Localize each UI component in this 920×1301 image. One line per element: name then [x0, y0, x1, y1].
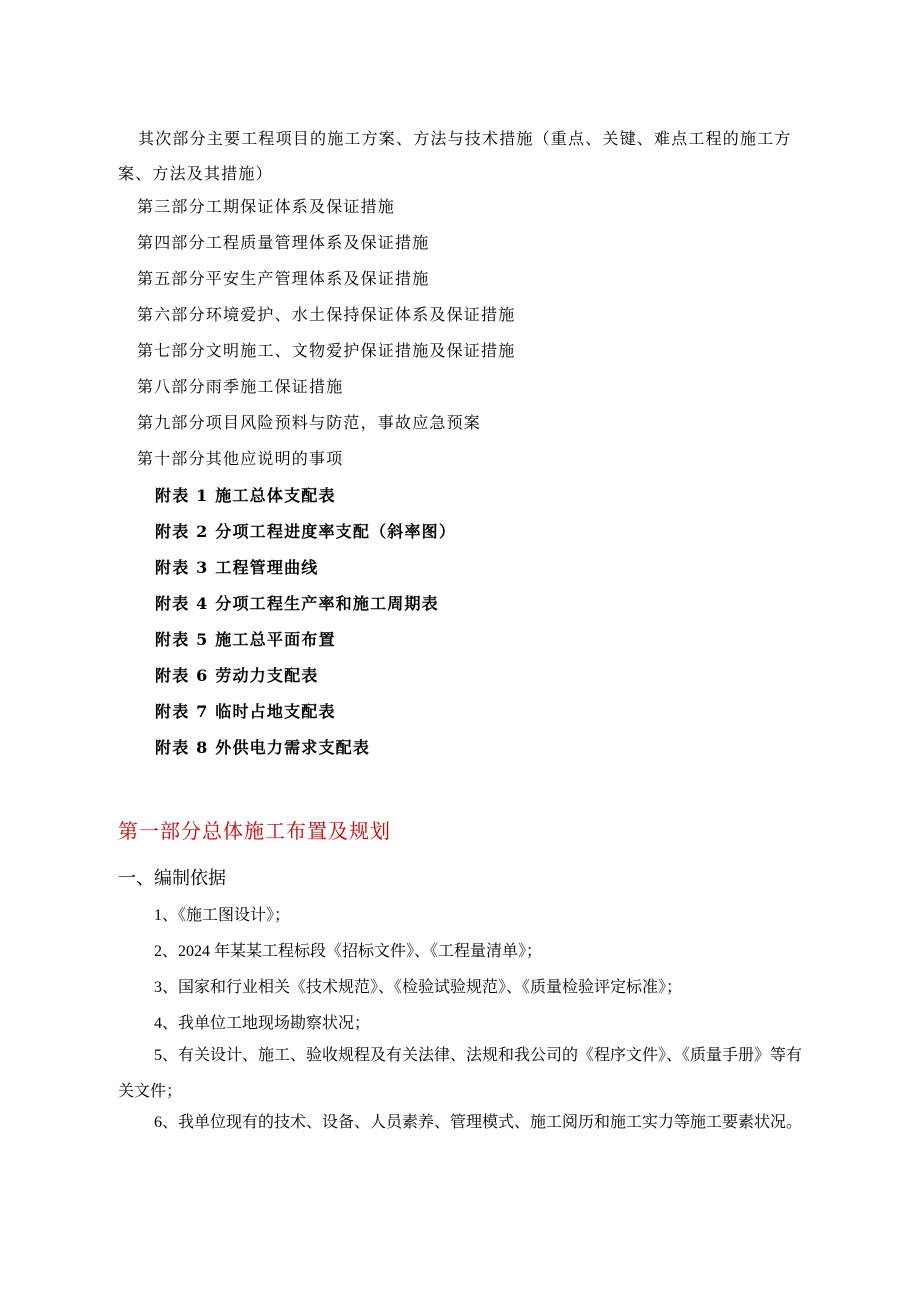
basis-item: 1、《施工图设计》；: [154, 907, 291, 924]
toc-item-part9: 第九部分项目风险预料与防范，事故应急预案: [137, 413, 482, 432]
basis-item: 2、2024 年某某工程标段《招标文件》、《工程量清单》；: [154, 943, 543, 960]
toc-item-part7: 第七部分文明施工、文物爱护保证措施及保证措施: [137, 341, 516, 360]
appendix-item: 附表 1 施工总体支配表: [155, 486, 336, 505]
appendix-item: 附表 5 施工总平面布置: [155, 630, 336, 649]
toc-item-part3: 第三部分工期保证体系及保证措施: [137, 197, 396, 216]
appendix-item: 附表 4 分项工程生产率和施工周期表: [155, 594, 439, 613]
basis-item: 5、有关设计、施工、验收规程及有关法律、法规和我公司的《程序文件》、《质量手册》等有关文件；: [118, 1047, 803, 1100]
toc-item-part6: 第六部分环境爱护、水土保持保证体系及保证措施: [137, 305, 516, 324]
toc-item-part2: 其次部分主要工程项目的施工方案、方法与技术措施（重点、关键、难点工程的施工方案、方法及其措施）: [118, 129, 792, 183]
section-title: 第一部分总体施工布置及规划: [118, 819, 391, 843]
appendix-item: 附表 2 分项工程进度率支配（斜率图）: [155, 522, 457, 541]
basis-item: 3、国家和行业相关《技术规范》、《检验试验规范》、《质量检验评定标准》；: [154, 979, 683, 996]
appendix-item: 附表 8 外供电力需求支配表: [155, 738, 371, 757]
basis-item: 4、我单位工地现场勘察状况；: [154, 1015, 371, 1032]
toc-item-part5: 第五部分平安生产管理体系及保证措施: [137, 269, 430, 288]
appendix-item: 附表 6 劳动力支配表: [155, 666, 319, 685]
section-subheading: 一、编制依据: [118, 868, 226, 888]
basis-item: 6、我单位现有的技术、设备、人员素养、管理模式、施工阅历和施工实力等施工要素状况。: [154, 1114, 803, 1131]
appendix-item: 附表 3 工程管理曲线: [155, 558, 319, 577]
toc-item-part10: 第十部分其他应说明的事项: [137, 449, 344, 468]
toc-item-part4: 第四部分工程质量管理体系及保证措施: [137, 233, 430, 252]
toc-item-part8: 第八部分雨季施工保证措施: [137, 377, 344, 396]
appendix-item: 附表 7 临时占地支配表: [155, 702, 336, 721]
